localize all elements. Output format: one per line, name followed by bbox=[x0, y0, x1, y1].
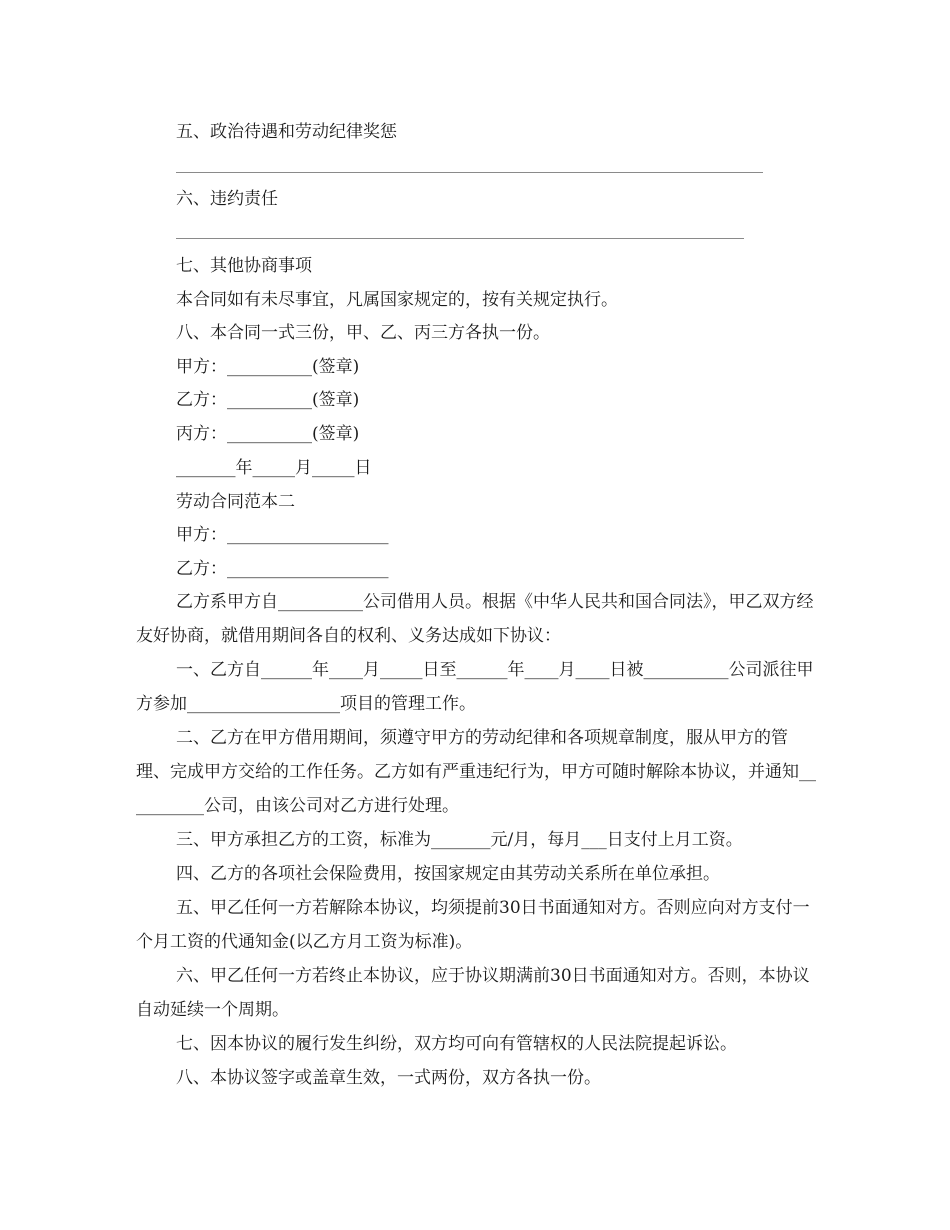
clause-1: 一、乙方自______年____月_____日至______年____月____日被__________公司派往甲方参加__________________项目的管理工作。 bbox=[136, 660, 814, 714]
section-heading-5: 五、政治待遇和劳动纪律奖惩 bbox=[176, 122, 397, 142]
signature-party-c: 丙方：__________(签章) bbox=[176, 424, 360, 444]
blank-fill-line bbox=[176, 172, 763, 173]
clause-7: 七、因本协议的履行发生纠纷，双方均可向有管辖权的人民法院提起诉讼。 bbox=[176, 1034, 737, 1054]
contract-title-2: 劳动合同范本二 bbox=[176, 492, 295, 512]
section-heading-8: 八、本合同一式三份，甲、乙、丙三方各执一份。 bbox=[176, 323, 550, 343]
clause-4: 四、乙方的各项社会保险费用，按国家规定由其劳动关系所在单位承担。 bbox=[176, 864, 720, 884]
paragraph-unresolved-matters: 本合同如有未尽事宜，凡属国家规定的，按有关规定执行。 bbox=[176, 290, 618, 310]
clause-6: 六、甲乙任何一方若终止本协议，应于协议期满前30日书面通知对方。否则，本协议自动延续一个周期。 bbox=[136, 966, 810, 1020]
section-heading-7: 七、其他协商事项 bbox=[176, 256, 312, 276]
section-heading-6: 六、违约责任 bbox=[176, 189, 278, 209]
party-a-line: 甲方：___________________ bbox=[176, 525, 389, 545]
paragraph-intro: 乙方系甲方自__________公司借用人员。根据《中华人民共和国合同法》，甲乙双方经友好协商，就借用期间各自的权利、义务达成如下协议： bbox=[136, 592, 814, 646]
clause-5: 五、甲乙任何一方若解除本协议，均须提前30日书面通知对方。否则应向对方支付一个月工资的代通知金(以乙方月工资为标准)。 bbox=[136, 898, 810, 952]
signature-party-b: 乙方：__________(签章) bbox=[176, 390, 360, 410]
clause-3: 三、甲方承担乙方的工资，标准为_______元/月，每月___日支付上月工资。 bbox=[176, 830, 743, 850]
party-b-line: 乙方：___________________ bbox=[176, 559, 389, 579]
blank-fill-line bbox=[176, 238, 744, 239]
clause-2: 二、乙方在甲方借用期间，须遵守甲方的劳动纪律和各项规章制度，服从甲方的管理、完成甲方交给的工作任务。乙方如有严重违纪行为，甲方可随时解除本协议，并通知__________公司，由该公司对乙方进行处理。 bbox=[136, 728, 816, 816]
clause-8: 八、本协议签字或盖章生效，一式两份，双方各执一份。 bbox=[176, 1068, 601, 1088]
signature-party-a: 甲方：__________(签章) bbox=[176, 357, 360, 377]
date-line: _______年_____月_____日 bbox=[176, 458, 372, 478]
